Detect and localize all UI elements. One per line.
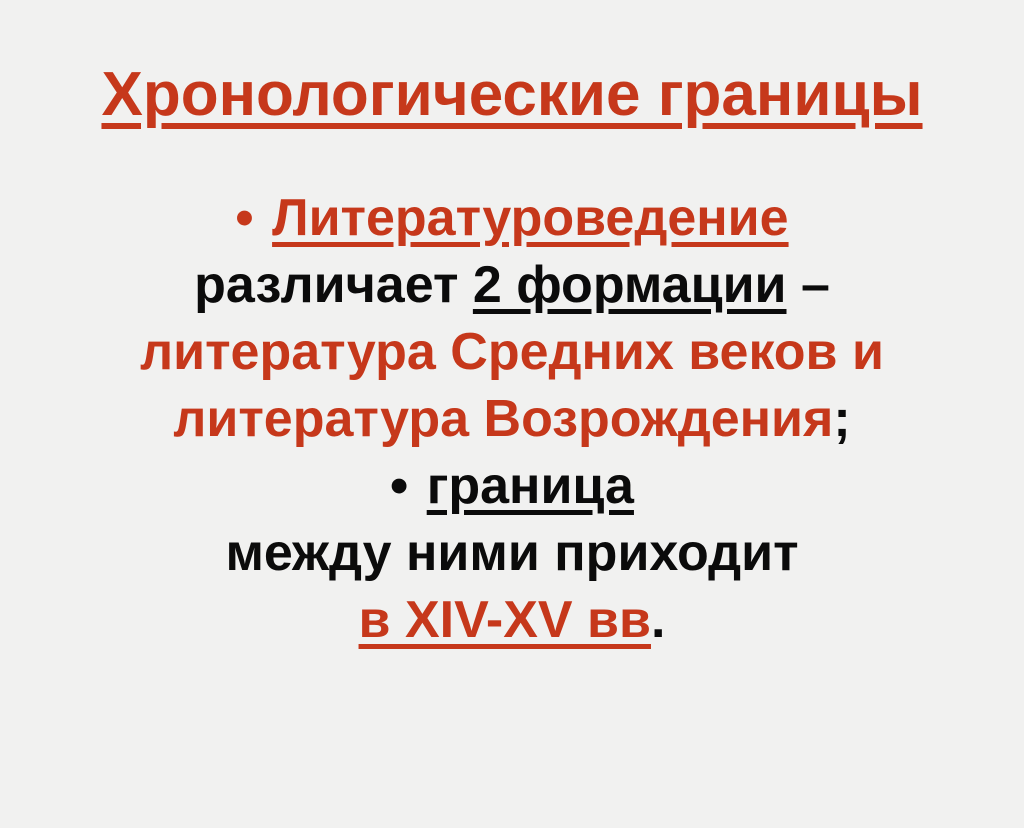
text-segment: в XIV-XV вв — [358, 591, 651, 649]
text-segment: между ними приходит — [225, 524, 799, 582]
body-line-5 — [0, 453, 1024, 520]
body-line-3 — [0, 319, 1024, 386]
body-line-6 — [0, 520, 1024, 587]
text-segment: Литературоведение — [272, 189, 789, 247]
text-segment: – — [786, 256, 830, 314]
text-segment: ; — [833, 390, 851, 448]
bullet-icon: • — [235, 189, 273, 247]
text-segment: литература Возрождения — [173, 390, 834, 448]
slide-body — [0, 185, 1024, 654]
text-segment: различает — [194, 256, 473, 314]
body-line-2 — [0, 252, 1024, 319]
text-segment: граница — [426, 457, 634, 515]
page-title — [0, 60, 1024, 130]
bullet-icon: • — [390, 457, 427, 515]
page-title-text: Хронологические границы — [101, 60, 923, 129]
text-segment: . — [650, 591, 666, 649]
body-line-1 — [0, 185, 1024, 252]
slide — [0, 60, 1024, 828]
text-segment: литература Средних веков и — [140, 323, 884, 381]
text-segment: 2 формации — [472, 256, 787, 314]
body-line-4 — [0, 386, 1024, 453]
body-line-7 — [0, 587, 1024, 654]
